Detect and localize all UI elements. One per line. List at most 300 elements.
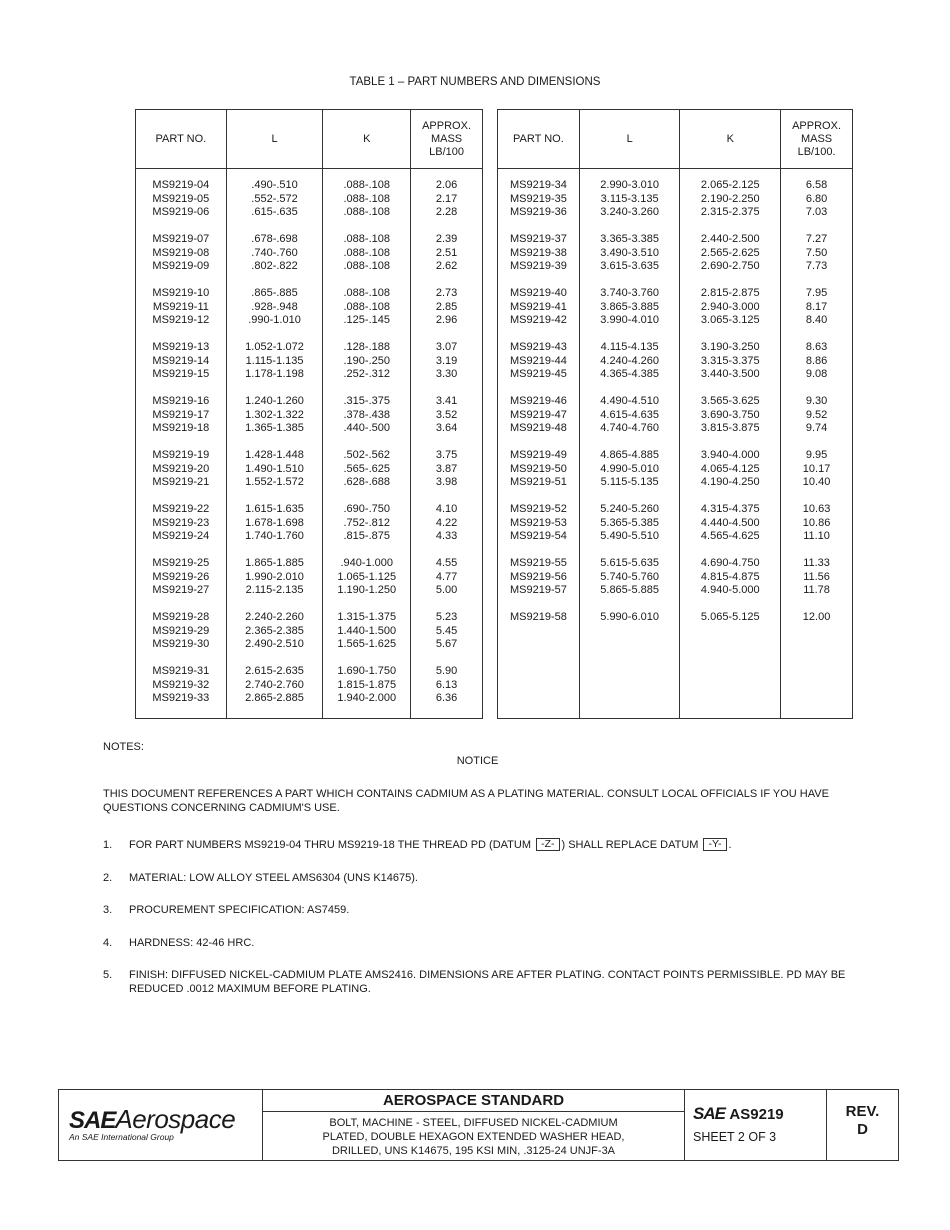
mass-cell: 3.41 xyxy=(411,395,483,409)
l-dimension-cell: 3.865-3.885 xyxy=(579,301,680,315)
l-dimension-cell: .678-.698 xyxy=(226,233,323,247)
mass-cell: 3.19 xyxy=(411,355,483,369)
spacer-cell xyxy=(680,544,781,558)
spacer-cell xyxy=(579,665,680,679)
rev-label: REV. xyxy=(845,1103,880,1120)
spacer-cell xyxy=(411,598,483,612)
mass-cell: 8.40 xyxy=(781,314,853,328)
k-dimension-cell: 4.690-4.750 xyxy=(680,557,781,571)
spacer-row xyxy=(136,382,483,396)
header-k: K xyxy=(680,110,781,169)
spacer-cell xyxy=(411,220,483,234)
mass-cell: 4.22 xyxy=(411,517,483,531)
spacer-cell xyxy=(323,490,411,504)
l-dimension-cell: .490-.510 xyxy=(226,179,323,193)
spacer-cell xyxy=(680,706,781,719)
spacer-cell xyxy=(136,436,227,450)
k-dimension-cell: .502-.562 xyxy=(323,449,411,463)
k-dimension-cell: 2.815-2.875 xyxy=(680,287,781,301)
header-l: L xyxy=(226,110,323,169)
k-dimension-cell: .690-.750 xyxy=(323,503,411,517)
spacer-cell xyxy=(781,625,853,639)
l-dimension-cell: .928-.948 xyxy=(226,301,323,315)
spacer-row xyxy=(136,544,483,558)
table-row xyxy=(136,476,483,490)
k-dimension-cell: 2.190-2.250 xyxy=(680,193,781,207)
k-dimension-cell: 1.440-1.500 xyxy=(323,625,411,639)
logo-aerospace: Aerospace xyxy=(115,1104,236,1134)
spacer-cell xyxy=(226,652,323,666)
rev-value: D xyxy=(857,1121,868,1138)
part-number-cell: MS9219-22 xyxy=(152,503,210,515)
mass-cell: 10.86 xyxy=(781,517,853,531)
table-row xyxy=(136,247,483,261)
spacer-cell xyxy=(323,382,411,396)
table-row xyxy=(498,422,853,436)
header-mass-line: LB/100. xyxy=(797,145,836,158)
table-row xyxy=(136,422,483,436)
table-row xyxy=(136,692,483,706)
k-dimension-cell: .315-.375 xyxy=(323,395,411,409)
k-dimension-cell: .190-.250 xyxy=(323,355,411,369)
spacer-cell xyxy=(323,436,411,450)
spacer-cell xyxy=(136,382,227,396)
note-1 xyxy=(103,838,863,852)
spacer-cell xyxy=(226,706,323,719)
mass-cell: 6.58 xyxy=(781,179,853,193)
part-number-cell: MS9219-40 xyxy=(509,287,567,299)
table-row xyxy=(136,517,483,531)
table-row xyxy=(498,341,853,355)
part-number-cell: MS9219-16 xyxy=(152,395,210,407)
k-dimension-cell: .088-.108 xyxy=(323,206,411,220)
part-number-cell: MS9219-26 xyxy=(152,570,210,583)
spacer-row xyxy=(498,274,853,288)
l-dimension-cell: .552-.572 xyxy=(226,193,323,207)
table-row xyxy=(136,260,483,274)
part-number-cell: MS9219-27 xyxy=(152,584,210,596)
spacer-row xyxy=(498,625,853,639)
notes-heading: NOTES: xyxy=(103,741,144,753)
spacer-cell xyxy=(680,665,781,679)
table-title: TABLE 1 – PART NUMBERS AND DIMENSIONS xyxy=(349,76,601,88)
l-dimension-cell: 1.740-1.760 xyxy=(226,530,323,544)
logo-sae: SAE xyxy=(69,1107,116,1134)
mass-cell: 7.95 xyxy=(781,287,853,301)
spacer-cell xyxy=(498,665,580,679)
k-dimension-cell: 3.065-3.125 xyxy=(680,314,781,328)
header-part-no: PART NO. xyxy=(498,110,580,169)
mass-cell: 4.77 xyxy=(411,571,483,585)
part-table-right xyxy=(497,109,853,719)
spacer-cell xyxy=(498,544,580,558)
header-mass xyxy=(781,110,853,169)
l-dimension-cell: 3.740-3.760 xyxy=(579,287,680,301)
table-row xyxy=(136,638,483,652)
k-dimension-cell: 4.940-5.000 xyxy=(680,584,781,598)
spacer-cell xyxy=(781,638,853,652)
note-2 xyxy=(103,871,863,885)
part-number-cell: MS9219-38 xyxy=(509,246,567,259)
part-number-cell: MS9219-24 xyxy=(152,530,210,542)
part-number-cell: MS9219-13 xyxy=(152,341,210,353)
spacer-row xyxy=(498,382,853,396)
part-number-cell: MS9219-10 xyxy=(152,287,210,299)
table-row xyxy=(136,355,483,369)
l-dimension-cell: 4.240-4.260 xyxy=(579,355,680,369)
spacer-row xyxy=(136,436,483,450)
spacer-cell xyxy=(680,436,781,450)
header-k: K xyxy=(323,110,411,169)
spacer-cell xyxy=(781,652,853,666)
table-row xyxy=(498,449,853,463)
k-dimension-cell: 5.065-5.125 xyxy=(680,611,781,625)
l-dimension-cell: 1.115-1.135 xyxy=(226,355,323,369)
spacer-cell xyxy=(680,328,781,342)
l-dimension-cell: 5.365-5.385 xyxy=(579,517,680,531)
table-row xyxy=(136,530,483,544)
mass-cell: 5.45 xyxy=(411,625,483,639)
spacer-cell xyxy=(579,382,680,396)
part-number-cell: MS9219-45 xyxy=(509,368,567,380)
spacer-cell xyxy=(781,169,853,180)
part-number-cell: MS9219-35 xyxy=(509,192,567,205)
spacer-cell xyxy=(498,692,580,706)
spacer-cell xyxy=(680,274,781,288)
spacer-row xyxy=(498,328,853,342)
header-mass-line: APPROX. xyxy=(422,119,471,132)
spacer-row xyxy=(498,692,853,706)
l-dimension-cell: 5.615-5.635 xyxy=(579,557,680,571)
spacer-cell xyxy=(323,328,411,342)
part-number-cell: MS9219-49 xyxy=(509,449,567,461)
spacer-cell xyxy=(579,544,680,558)
doc-sae-logo: SAE xyxy=(693,1104,725,1123)
spacer-cell xyxy=(411,706,483,719)
mass-cell: 8.17 xyxy=(781,301,853,315)
spacer-cell xyxy=(226,328,323,342)
part-number-cell: MS9219-29 xyxy=(152,624,210,637)
notice-heading: NOTICE xyxy=(456,755,499,767)
part-number-cell: MS9219-08 xyxy=(152,246,210,259)
spacer-cell xyxy=(498,638,580,652)
k-dimension-cell: 2.440-2.500 xyxy=(680,233,781,247)
spacer-cell xyxy=(136,169,227,180)
l-dimension-cell: 1.615-1.635 xyxy=(226,503,323,517)
title-line: PLATED, DOUBLE HEXAGON EXTENDED WASHER HEAD, xyxy=(322,1131,625,1143)
spacer-cell xyxy=(781,598,853,612)
spacer-cell xyxy=(136,652,227,666)
mass-cell: 10.63 xyxy=(781,503,853,517)
spacer-cell xyxy=(136,328,227,342)
mass-cell: 9.95 xyxy=(781,449,853,463)
table-row xyxy=(136,503,483,517)
mass-cell: 7.03 xyxy=(781,206,853,220)
spacer-cell xyxy=(411,544,483,558)
header-l: L xyxy=(579,110,680,169)
mass-cell: 5.67 xyxy=(411,638,483,652)
k-dimension-cell: 1.940-2.000 xyxy=(323,692,411,706)
table-row xyxy=(136,314,483,328)
k-dimension-cell: 4.565-4.625 xyxy=(680,530,781,544)
k-dimension-cell: .088-.108 xyxy=(323,193,411,207)
l-dimension-cell: 1.428-1.448 xyxy=(226,449,323,463)
l-dimension-cell: 4.115-4.135 xyxy=(579,341,680,355)
k-dimension-cell: 1.065-1.125 xyxy=(323,571,411,585)
header-mass-line: LB/100 xyxy=(429,145,464,158)
spacer-row xyxy=(498,652,853,666)
mass-cell: 2.39 xyxy=(411,233,483,247)
table-row xyxy=(498,355,853,369)
spacer-cell xyxy=(579,706,680,719)
spacer-cell xyxy=(498,679,580,693)
spacer-row xyxy=(498,490,853,504)
table-row xyxy=(498,476,853,490)
table-row xyxy=(136,665,483,679)
mass-cell: 5.23 xyxy=(411,611,483,625)
part-number-cell: MS9219-54 xyxy=(509,530,567,542)
part-number-cell: MS9219-53 xyxy=(509,516,567,529)
k-dimension-cell: 2.690-2.750 xyxy=(680,260,781,274)
table-row xyxy=(136,679,483,693)
spacer-cell xyxy=(781,490,853,504)
table-row xyxy=(498,517,853,531)
datum-y-box: -Y- xyxy=(703,838,726,851)
spacer-cell xyxy=(579,652,680,666)
k-dimension-cell: .440-.500 xyxy=(323,422,411,436)
spacer-cell xyxy=(226,274,323,288)
part-number-cell: MS9219-15 xyxy=(152,368,210,380)
spacer-cell xyxy=(323,652,411,666)
part-number-cell: MS9219-55 xyxy=(509,557,567,569)
spacer-cell xyxy=(226,169,323,180)
mass-cell: 4.55 xyxy=(411,557,483,571)
table-row xyxy=(498,503,853,517)
spacer-cell xyxy=(323,598,411,612)
mass-cell: 8.63 xyxy=(781,341,853,355)
part-number-cell: MS9219-37 xyxy=(509,233,567,245)
mass-cell: 6.13 xyxy=(411,679,483,693)
k-dimension-cell: .940-1.000 xyxy=(323,557,411,571)
spacer-cell xyxy=(680,692,781,706)
logo-subtitle: An SAE International Group xyxy=(69,1132,174,1142)
l-dimension-cell: 3.115-3.135 xyxy=(579,193,680,207)
note-4 xyxy=(103,936,863,950)
spacer-cell xyxy=(781,220,853,234)
spacer-row xyxy=(136,490,483,504)
mass-cell: 4.33 xyxy=(411,530,483,544)
table-row xyxy=(136,571,483,585)
document-number: AS9219 xyxy=(729,1106,784,1123)
l-dimension-cell: 3.490-3.510 xyxy=(579,247,680,261)
spacer-cell xyxy=(781,665,853,679)
table-row xyxy=(498,260,853,274)
spacer-cell xyxy=(226,490,323,504)
part-number-cell: MS9219-23 xyxy=(152,516,210,529)
mass-cell: 5.90 xyxy=(411,665,483,679)
mass-cell: 11.56 xyxy=(781,571,853,585)
note-text: HARDNESS: 42-46 HRC. xyxy=(129,937,255,949)
k-dimension-cell: 2.940-3.000 xyxy=(680,301,781,315)
spacer-row xyxy=(498,220,853,234)
k-dimension-cell: 4.315-4.375 xyxy=(680,503,781,517)
mass-cell: 3.52 xyxy=(411,409,483,423)
table-row xyxy=(498,314,853,328)
l-dimension-cell: 1.990-2.010 xyxy=(226,571,323,585)
spacer-cell xyxy=(411,169,483,180)
spacer-cell xyxy=(323,706,411,719)
mass-cell: 11.10 xyxy=(781,530,853,544)
note-number: 3. xyxy=(103,904,113,916)
table-row xyxy=(498,301,853,315)
note-text: FINISH: DIFFUSED NICKEL-CADMIUM PLATE AMS2416. DIMENSIONS ARE AFTER PLATING. CONTACT POINTS PERMISSIBLE. PD MAY BE REDUCED .0012 MAXIMUM BEFORE PLATING. xyxy=(129,969,846,995)
table-row xyxy=(136,557,483,571)
part-number-cell: MS9219-20 xyxy=(152,462,210,475)
part-number-cell: MS9219-25 xyxy=(152,557,210,569)
k-dimension-cell: 1.190-1.250 xyxy=(323,584,411,598)
table-row xyxy=(136,301,483,315)
spacer-cell xyxy=(680,490,781,504)
part-number-cell: MS9219-33 xyxy=(152,692,210,704)
spacer-cell xyxy=(498,625,580,639)
spacer-cell xyxy=(680,169,781,180)
spacer-cell xyxy=(136,220,227,234)
note-number: 2. xyxy=(103,872,113,884)
spacer-row xyxy=(498,544,853,558)
spacer-cell xyxy=(680,679,781,693)
table-row xyxy=(136,449,483,463)
table-row xyxy=(136,179,483,193)
table-row xyxy=(498,409,853,423)
l-dimension-cell: 2.240-2.260 xyxy=(226,611,323,625)
table-row xyxy=(136,206,483,220)
table-row xyxy=(498,584,853,598)
k-dimension-cell: 4.815-4.875 xyxy=(680,571,781,585)
l-dimension-cell: 5.115-5.135 xyxy=(579,476,680,490)
mass-cell: 9.08 xyxy=(781,368,853,382)
note-text: PROCUREMENT SPECIFICATION: AS7459. xyxy=(129,904,350,916)
mass-cell: 2.51 xyxy=(411,247,483,261)
k-dimension-cell: .088-.108 xyxy=(323,179,411,193)
l-dimension-cell: 1.178-1.198 xyxy=(226,368,323,382)
l-dimension-cell: 5.865-5.885 xyxy=(579,584,680,598)
spacer-cell xyxy=(498,706,580,719)
l-dimension-cell: 2.865-2.885 xyxy=(226,692,323,706)
spacer-cell xyxy=(136,274,227,288)
table-row xyxy=(498,530,853,544)
k-dimension-cell: 1.690-1.750 xyxy=(323,665,411,679)
spacer-cell xyxy=(411,328,483,342)
spacer-row xyxy=(498,706,853,719)
l-dimension-cell: 5.490-5.510 xyxy=(579,530,680,544)
spacer-cell xyxy=(411,436,483,450)
spacer-row xyxy=(136,169,483,180)
table-row xyxy=(136,463,483,477)
spacer-cell xyxy=(226,598,323,612)
l-dimension-cell: 1.240-1.260 xyxy=(226,395,323,409)
spacer-cell xyxy=(781,382,853,396)
part-number-cell: MS9219-06 xyxy=(152,206,210,218)
spacer-cell xyxy=(680,638,781,652)
l-dimension-cell: 5.740-5.760 xyxy=(579,571,680,585)
mass-cell: 3.64 xyxy=(411,422,483,436)
spacer-cell xyxy=(498,490,580,504)
l-dimension-cell: .802-.822 xyxy=(226,260,323,274)
mass-cell: 2.06 xyxy=(411,179,483,193)
spacer-cell xyxy=(579,679,680,693)
spacer-cell xyxy=(781,274,853,288)
spacer-cell xyxy=(579,625,680,639)
spacer-cell xyxy=(579,169,680,180)
mass-cell: 9.74 xyxy=(781,422,853,436)
k-dimension-cell: .125-.145 xyxy=(323,314,411,328)
header-mass xyxy=(411,110,483,169)
table-row xyxy=(136,611,483,625)
table-row xyxy=(136,233,483,247)
sheet-number: SHEET 2 OF 3 xyxy=(693,1130,777,1144)
l-dimension-cell: 4.740-4.760 xyxy=(579,422,680,436)
k-dimension-cell: 4.190-4.250 xyxy=(680,476,781,490)
k-dimension-cell: .565-.625 xyxy=(323,463,411,477)
spacer-cell xyxy=(136,706,227,719)
k-dimension-cell: 4.440-4.500 xyxy=(680,517,781,531)
l-dimension-cell: 4.490-4.510 xyxy=(579,395,680,409)
part-number-cell: MS9219-46 xyxy=(509,395,567,407)
mass-cell: 5.00 xyxy=(411,584,483,598)
l-dimension-cell: 2.490-2.510 xyxy=(226,638,323,652)
k-dimension-cell: .088-.108 xyxy=(323,260,411,274)
mass-cell: 9.52 xyxy=(781,409,853,423)
revision-section xyxy=(827,1090,898,1160)
k-dimension-cell: .628-.688 xyxy=(323,476,411,490)
spacer-cell xyxy=(579,638,680,652)
k-dimension-cell: .252-.312 xyxy=(323,368,411,382)
part-number-cell: MS9219-05 xyxy=(152,192,210,205)
part-number-cell: MS9219-50 xyxy=(509,462,567,475)
l-dimension-cell: 1.490-1.510 xyxy=(226,463,323,477)
l-dimension-cell: 1.552-1.572 xyxy=(226,476,323,490)
part-number-cell: MS9219-17 xyxy=(152,408,210,421)
mass-cell: 2.62 xyxy=(411,260,483,274)
table-row xyxy=(498,395,853,409)
part-number-cell: MS9219-43 xyxy=(509,341,567,353)
part-number-cell: MS9219-18 xyxy=(152,422,210,434)
part-number-cell: MS9219-47 xyxy=(509,408,567,421)
mass-cell: 2.17 xyxy=(411,193,483,207)
mass-cell: 7.27 xyxy=(781,233,853,247)
part-number-cell: MS9219-58 xyxy=(509,611,567,623)
spacer-cell xyxy=(323,544,411,558)
mass-cell: 10.17 xyxy=(781,463,853,477)
table-row xyxy=(498,233,853,247)
spacer-cell xyxy=(136,544,227,558)
spacer-cell xyxy=(411,274,483,288)
spacer-cell xyxy=(498,382,580,396)
k-dimension-cell: 2.065-2.125 xyxy=(680,179,781,193)
k-dimension-cell: 3.315-3.375 xyxy=(680,355,781,369)
table-row xyxy=(136,584,483,598)
part-number-cell: MS9219-11 xyxy=(152,300,209,313)
l-dimension-cell: 5.990-6.010 xyxy=(579,611,680,625)
mass-cell: 12.00 xyxy=(781,611,853,625)
part-number-cell: MS9219-42 xyxy=(509,314,567,326)
table-row xyxy=(498,247,853,261)
spacer-cell xyxy=(680,598,781,612)
k-dimension-cell: .815-.875 xyxy=(323,530,411,544)
part-number-cell: MS9219-12 xyxy=(152,314,210,326)
part-number-cell: MS9219-56 xyxy=(509,570,567,583)
k-dimension-cell: 3.190-3.250 xyxy=(680,341,781,355)
